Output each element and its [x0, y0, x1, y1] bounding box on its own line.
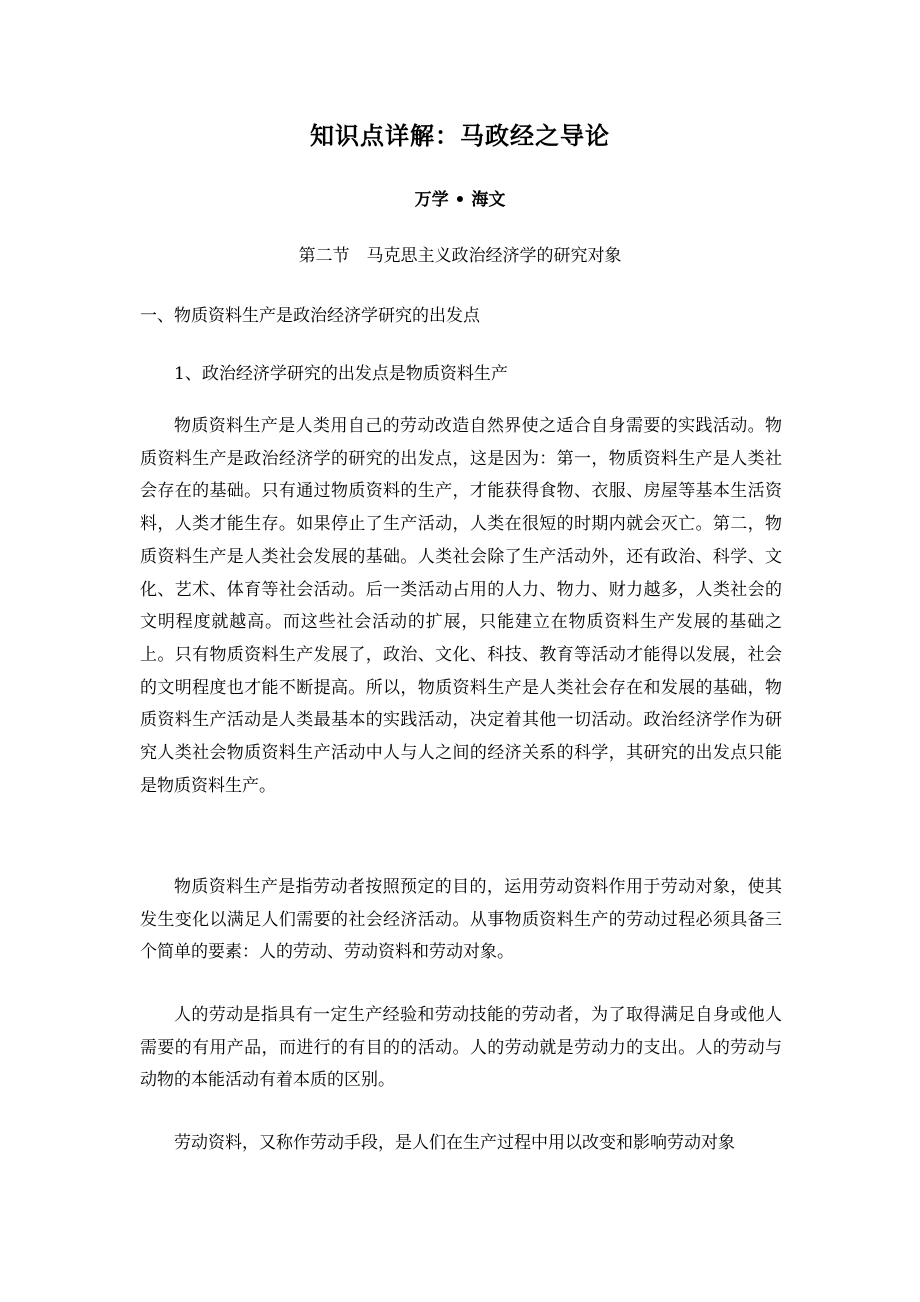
body-paragraph: 物质资料生产是指劳动者按照预定的目的，运用劳动资料作用于劳动对象，使其发生变化以满足人们需要的社会经济活动。从事物质资料生产的劳动过程必须具备三个简单的要素：人的劳动、劳动资料和劳动对象。: [140, 877, 782, 963]
body-paragraph: 物质资料生产是人类用自己的劳动改造自然界使之适合自身需要的实践活动。物质资料生产是政治经济学的研究的出发点，这是因为：第一，物质资料生产是人类社会存在的基础。只有通过物质资料的生产，才能获得食物、衣服、房屋等基本生活资料，人类才能生存。如果停止了生产活动，人类在很短的时期内就会灭亡。第二，物质资料生产是人类社会发展的基础。人类社会除了生产活动外，还有政治、科学、文化、艺术、体育等社会活动。后一类活动占用的人力、物力、财力越多，人类社会的文明程度就越高。而这些社会活动的扩展，只能建立在物质资料生产发展的基础之上。只有物质资料生产发展了，政治、文化、科技、教育等活动才能得以发展，社会的文明程度也才能不断提高。所以，物质资料生产是人类社会存在和发展的基础，物质资料生产活动是人类最基本的实践活动，决定着其他一切活动。政治经济学作为研究人类社会物质资料生产活动中人与人之间的经济关系的科学，其研究的出发点只能是物质资料生产。: [140, 416, 782, 796]
body-paragraph: 劳动资料，又称作劳动手段，是人们在生产过程中用以改变和影响劳动对象: [174, 1133, 735, 1153]
heading-level-1: 一、物质资料生产是政治经济学研究的出发点: [140, 306, 480, 326]
heading-level-2: 1、政治经济学研究的出发点是物质资料生产: [174, 364, 508, 384]
document-title: 知识点详解：马政经之导论: [310, 121, 610, 150]
document-author: 万学 • 海文: [414, 190, 506, 210]
section-heading: 第二节 马克思主义政治经济学的研究对象: [298, 246, 622, 266]
body-paragraph: 人的劳动是指具有一定生产经验和劳动技能的劳动者，为了取得满足自身或他人需要的有用产品，而进行的有目的的活动。人的劳动就是劳动力的支出。人的劳动与动物的本能活动有着本质的区别。: [140, 1005, 782, 1091]
